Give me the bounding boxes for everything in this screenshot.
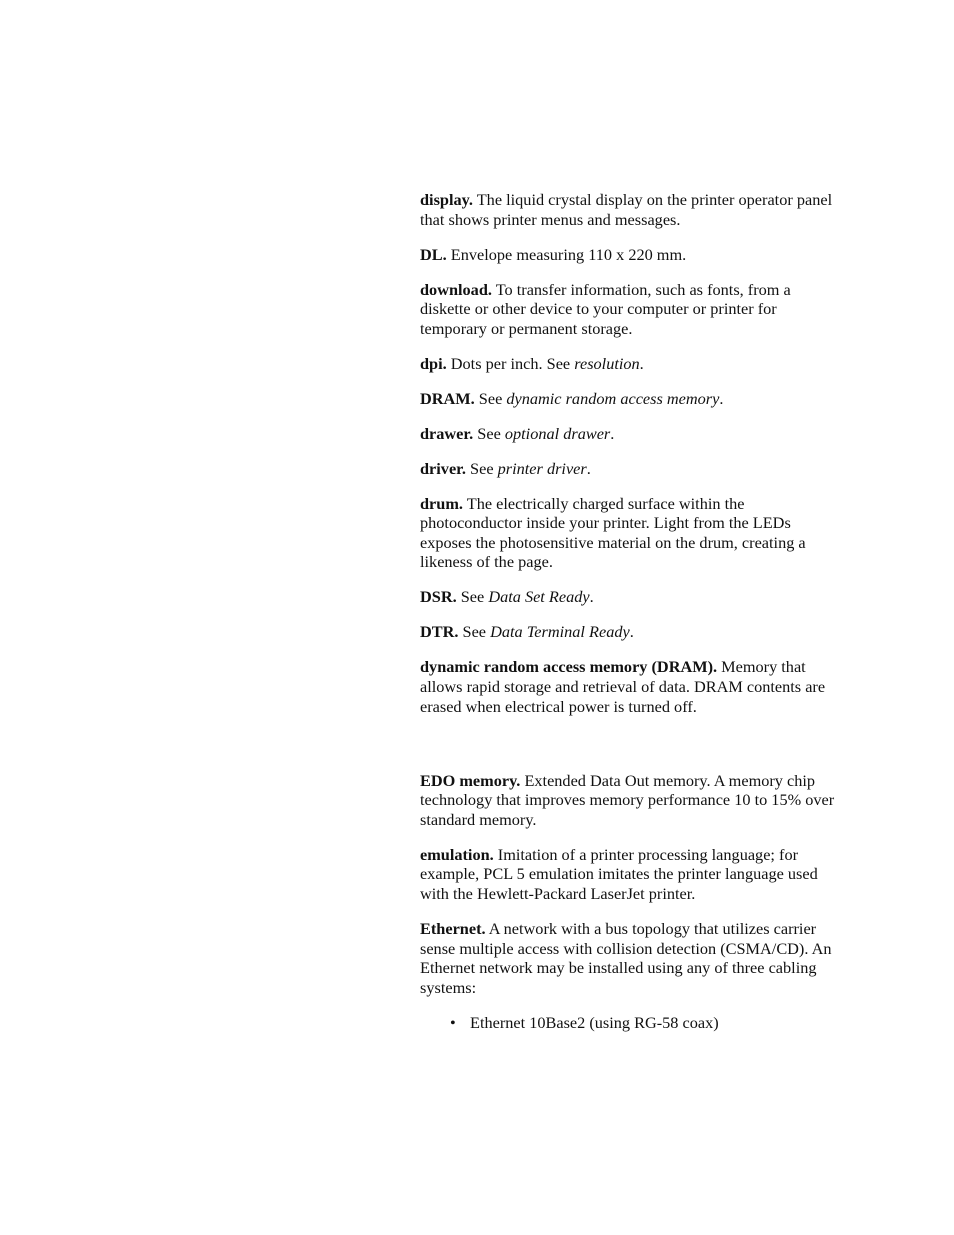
glossary-entry-ethernet (420, 919, 844, 997)
glossary-entry-dtr (420, 622, 844, 642)
glossary-punctuation: . (586, 458, 591, 478)
glossary-term: DTR. (420, 622, 459, 642)
glossary-definition: See (465, 458, 498, 478)
glossary-definition: To transfer information, such as fonts, from a diskette or other device to your computer or printer for temporary or permanent storage. (420, 279, 791, 338)
glossary-entry-drawer (420, 424, 844, 444)
glossary-definition: See (456, 587, 489, 607)
glossary-definition: Dots per inch. See (446, 353, 575, 373)
glossary-term: driver. (420, 458, 466, 478)
cross-reference: Data Terminal Ready (490, 622, 630, 642)
glossary-entry-dl (420, 245, 844, 265)
glossary-punctuation: . (629, 622, 634, 642)
glossary-definition: Memory that allows rapid storage and retrieval of data. DRAM contents are erased when electrical power is turned off. (420, 657, 826, 716)
glossary-punctuation: . (719, 388, 724, 408)
glossary-entry-dynamic-random-access-memory (420, 657, 844, 716)
glossary-term: emulation. (420, 844, 494, 864)
glossary-entry-driver (420, 459, 844, 479)
cross-reference: Data Set Ready (488, 587, 590, 607)
glossary-term: EDO memory. (420, 770, 521, 790)
glossary-punctuation: . (589, 587, 594, 607)
glossary-term: DL. (420, 244, 447, 264)
list-item-text: Ethernet 10Base2 (using RG-58 coax) (470, 1012, 719, 1032)
glossary-term: download. (420, 279, 492, 299)
bullet-icon: • (450, 1012, 456, 1032)
cabling-systems-list (420, 1013, 844, 1033)
glossary-term: drawer. (420, 423, 474, 443)
glossary-term: display. (420, 190, 473, 209)
glossary-punctuation: . (639, 353, 644, 373)
glossary-term: drum. (420, 493, 463, 513)
list-item (450, 1013, 844, 1033)
glossary-definition: Envelope measuring 110 x 220 mm. (446, 244, 687, 264)
cross-reference: resolution (574, 353, 640, 373)
glossary-term: Ethernet. (420, 918, 486, 938)
glossary-definition: See (458, 622, 491, 642)
cross-reference: printer driver (497, 458, 587, 478)
glossary-entry-drum (420, 494, 844, 572)
glossary-entry-display (420, 190, 844, 229)
cross-reference: dynamic random access memory (506, 388, 720, 408)
cross-reference: optional drawer (504, 423, 611, 443)
glossary-entry-dpi (420, 354, 844, 374)
glossary-entry-dram (420, 389, 844, 409)
glossary-entry-emulation (420, 845, 844, 904)
glossary-definition: See (474, 388, 507, 408)
glossary-definition: The electrically charged surface within the photoconductor inside your printer. Light from the LEDs exposes the photosensitive material on the drum, creating a likeness of the page. (420, 493, 806, 572)
glossary-definition: See (473, 423, 505, 443)
glossary-entry-download (420, 280, 844, 339)
glossary-term: DSR. (420, 587, 457, 607)
glossary-term: dpi. (420, 353, 447, 373)
glossary-definition: Extended Data Out memory. A memory chip technology that improves memory performance 10 to 15% over standard memory. (420, 770, 835, 829)
glossary-punctuation: . (610, 423, 615, 443)
glossary-term: dynamic random access memory (DRAM). (420, 657, 718, 677)
glossary-entry-dsr (420, 587, 844, 607)
section-gap (420, 732, 844, 771)
glossary-entry-edo-memory (420, 771, 844, 830)
glossary-definition: A network with a bus topology that utilizes carrier sense multiple access with collision detection (CSMA/CD). An Ethernet network may be installed using any of three cabling systems: (420, 918, 832, 997)
glossary-term: DRAM. (420, 388, 475, 408)
glossary-column (420, 190, 844, 1032)
glossary-definition: The liquid crystal display on the printer operator panel that shows printer menus and messages. (420, 190, 833, 229)
glossary-definition: Imitation of a printer processing language; for example, PCL 5 emulation imitates the printer language used with the Hewlett-Packard LaserJet printer. (420, 844, 818, 903)
